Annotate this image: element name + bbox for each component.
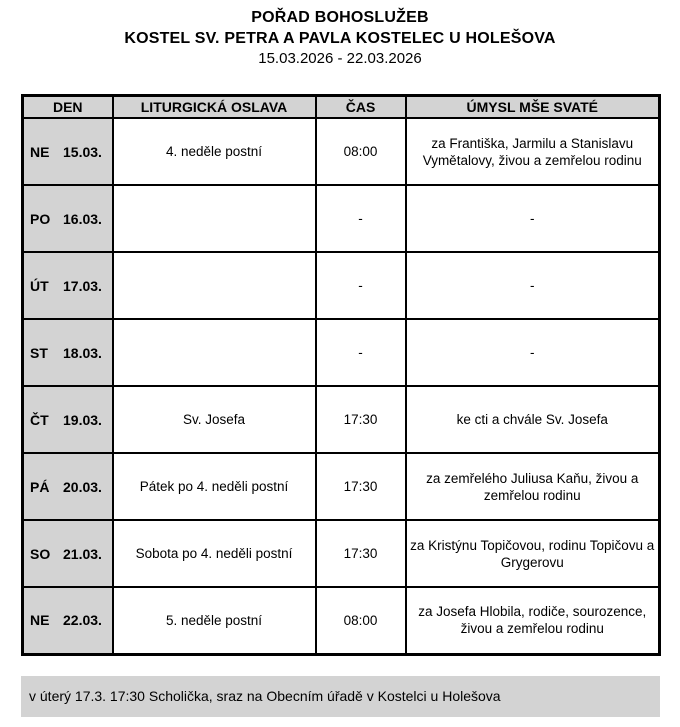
table-row [23, 252, 660, 319]
table-row [23, 185, 660, 252]
day-cell [23, 453, 113, 520]
day-cell [23, 185, 113, 252]
day-cell [23, 520, 113, 587]
feast-cell [113, 252, 316, 319]
day-abbr: NE [30, 612, 50, 629]
day-date: 22.03. [63, 612, 102, 629]
intention-cell: za Františka, Jarmilu a Stanislavu Vymětalovy, živou a zemřelou rodinu [406, 118, 660, 185]
document-header [0, 0, 680, 69]
day-cell [23, 587, 113, 654]
schedule-table-header [23, 96, 660, 119]
intention-cell: za Josefa Hlobila, rodiče, sourozence, živou a zemřelou rodinu [406, 587, 660, 654]
time-cell: 17:30 [316, 386, 406, 453]
feast-cell: 5. neděle postní [113, 587, 316, 654]
schedule-table [21, 94, 661, 656]
time-cell: 08:00 [316, 118, 406, 185]
feast-cell [113, 185, 316, 252]
intention-cell: - [406, 319, 660, 386]
day-abbr: PÁ [30, 478, 50, 495]
intention-cell: - [406, 185, 660, 252]
col-header-den: DEN [23, 96, 113, 119]
feast-cell [113, 319, 316, 386]
feast-cell: 4. neděle postní [113, 118, 316, 185]
day-cell [23, 319, 113, 386]
day-cell [23, 118, 113, 185]
day-abbr: SO [30, 545, 51, 562]
time-cell: - [316, 319, 406, 386]
announcement-bar: v úterý 17.3. 17:30 Scholička, sraz na Obecním úřadě v Kostelci u Holešova [21, 676, 660, 717]
day-cell [23, 386, 113, 453]
day-date: 21.03. [63, 545, 102, 562]
day-abbr: NE [30, 143, 50, 160]
time-cell: 17:30 [316, 453, 406, 520]
col-header-umysl-mse-svate: ÚMYSL MŠE SVATÉ [406, 96, 660, 119]
header-row [23, 96, 660, 119]
day-abbr: ČT [30, 411, 49, 428]
document-title: POŘAD BOHOSLUŽEB [251, 9, 429, 26]
feast-cell: Pátek po 4. neděli postní [113, 453, 316, 520]
day-date: 19.03. [63, 411, 102, 428]
day-abbr: PO [30, 210, 51, 227]
day-date: 17.03. [63, 277, 102, 294]
table-row [23, 587, 660, 654]
time-cell: - [316, 252, 406, 319]
day-cell [23, 252, 113, 319]
time-cell: - [316, 185, 406, 252]
table-row [23, 386, 660, 453]
table-row [23, 453, 660, 520]
intention-cell: za Kristýnu Topičovou, rodinu Topičovu a Grygerovu [406, 520, 660, 587]
schedule-table-body [23, 118, 660, 654]
day-abbr: ST [30, 344, 48, 361]
day-date: 16.03. [63, 210, 102, 227]
feast-cell: Sv. Josefa [113, 386, 316, 453]
intention-cell: za zemřelého Juliusa Kaňu, živou a zemřelou rodinu [406, 453, 660, 520]
day-date: 15.03. [63, 143, 102, 160]
col-header-liturgicka-oslava: LITURGICKÁ OSLAVA [113, 96, 316, 119]
church-name: KOSTEL SV. PETRA A PAVLA KOSTELEC U HOLEŠOVA [124, 30, 556, 47]
table-row [23, 118, 660, 185]
day-date: 18.03. [63, 344, 102, 361]
time-cell: 08:00 [316, 587, 406, 654]
table-row [23, 520, 660, 587]
col-header-cas: ČAS [316, 96, 406, 119]
intention-cell: - [406, 252, 660, 319]
time-cell: 17:30 [316, 520, 406, 587]
date-range: 15.03.2026 - 22.03.2026 [258, 50, 422, 67]
table-row [23, 319, 660, 386]
day-date: 20.03. [63, 478, 102, 495]
feast-cell: Sobota po 4. neděli postní [113, 520, 316, 587]
day-abbr: ÚT [30, 277, 49, 294]
intention-cell: ke cti a chvále Sv. Josefa [406, 386, 660, 453]
